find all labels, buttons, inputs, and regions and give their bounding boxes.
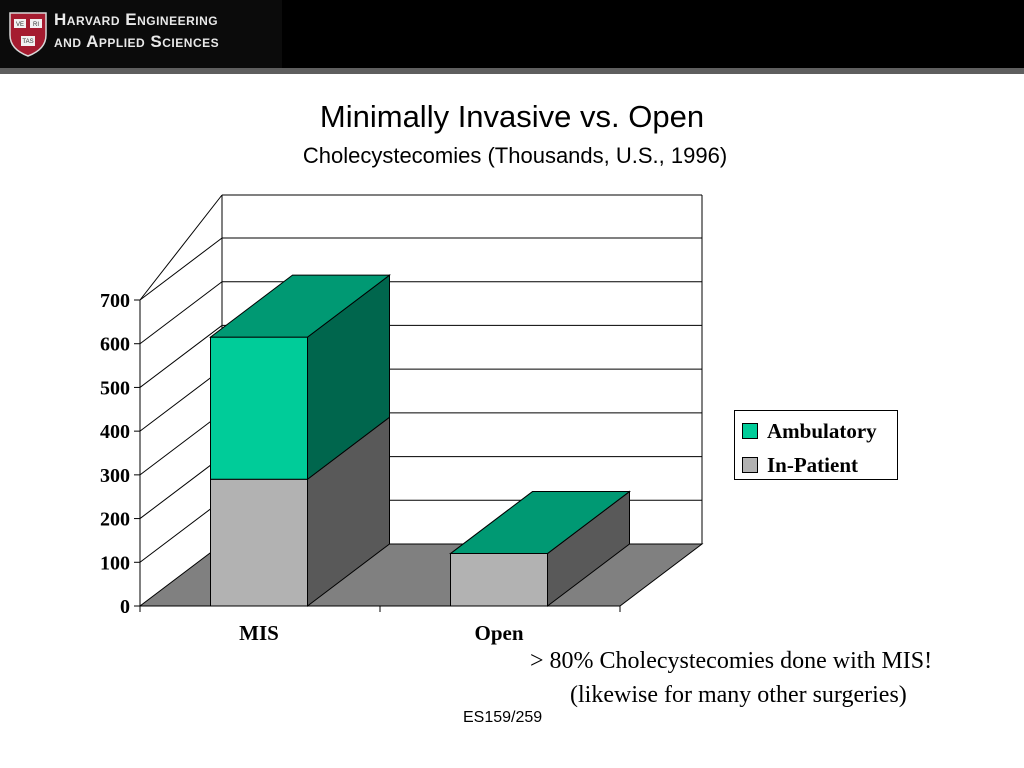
note-line-2: (likewise for many other surgeries) bbox=[570, 682, 907, 708]
y-tick-label: 400 bbox=[100, 421, 130, 444]
y-tick-label: 100 bbox=[100, 552, 130, 575]
x-category-label: Open bbox=[474, 621, 524, 645]
y-tick-label: 500 bbox=[100, 377, 130, 400]
chart-legend bbox=[734, 410, 898, 480]
bar-open-in-patient-front bbox=[451, 554, 548, 606]
chart-subtitle: Cholecystecomies (Thousands, U.S., 1996) bbox=[302, 143, 728, 168]
slide-footer-code: ES159/259 bbox=[463, 709, 543, 726]
note-line-1: > 80% Cholecystecomies done with MIS! bbox=[530, 648, 933, 674]
y-tick-label: 300 bbox=[100, 464, 130, 487]
brand-name-line-1: Harvard Engineering bbox=[54, 10, 219, 29]
legend-item-ambulatory bbox=[742, 417, 877, 445]
y-tick-label: 700 bbox=[100, 290, 130, 312]
bar-mis-ambulatory-front bbox=[211, 337, 308, 479]
bar-mis-in-patient-front bbox=[211, 479, 308, 606]
shield-text-1: VE bbox=[15, 22, 25, 28]
shield-text-2: RI bbox=[33, 22, 39, 28]
y-tick-label: 200 bbox=[100, 508, 130, 531]
legend-swatch-ambulatory bbox=[742, 423, 758, 439]
legend-swatch-in-patient bbox=[742, 457, 758, 473]
legend-label-in-patient: In-Patient bbox=[767, 452, 858, 477]
y-tick-label: 600 bbox=[100, 333, 130, 356]
chart-title: Minimally Invasive vs. Open bbox=[319, 99, 705, 134]
shield-text-3: TAS bbox=[22, 39, 34, 45]
legend-label-ambulatory: Ambulatory bbox=[767, 418, 877, 443]
x-category-label: MIS bbox=[239, 621, 279, 645]
brand-name-line-2: and Applied Sciences bbox=[54, 32, 220, 51]
y-tick-label: 0 bbox=[120, 596, 130, 618]
legend-item-in-patient bbox=[742, 451, 858, 479]
